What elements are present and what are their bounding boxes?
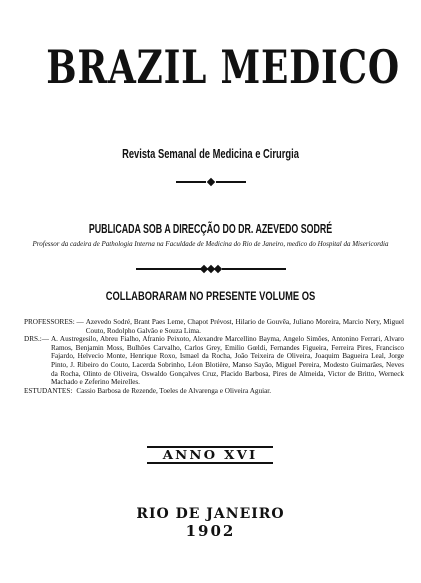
editor-credentials: Professor da cadeira de Pathologia Interna na Faculdade de Medicina do Rio de Janeiro, medico do Hospital da Misericordia — [32, 240, 389, 248]
publication-city: RIO DE JANEIRO — [136, 506, 285, 522]
estudantes-names: Cassio Barbosa de Rezende, Toeles de Alvarenga e Oliveira Aguiar. — [76, 386, 272, 395]
volume-label — [147, 446, 273, 464]
drs-entry — [24, 335, 404, 387]
editor-line: PUBLICADA SOB A DIRECÇÃO DO DR. AZEVEDO SODRÉ — [88, 221, 333, 236]
ornament-divider — [136, 265, 286, 273]
drs-names: A. Austregesilo, Abreu Fialho, Afranio Peixoto, Alexandre Marcellino Bayma, Angelo Simões, Antonino Ferrari, Alvaro Ramos, Benjamin Moss, Bulhões Carvalho, Carlos Grey, Emilio Gœldi, Fernandes Figueira, Ferreira Pires, Francisco Fajardo, Helvecio Monte, Henrique Roxo, Ismael da Rocha, João Teixeira de Oliveira, Joaquim Bagueira Leal, Jorge Pinto, J. Ribeiro do Couto, Lacerda Sobrinho, Léon Blotière, Manso Sayão, Miguel Pereira, Modesto Guimarães, Neves da Rocha, Olinto de Oliveira, Oswaldo Gonçalves Cruz, Placido Barbosa, Pires de Almeida, Victor de Britto, Werneck Machado e Zeferino Meirelles. — [50, 335, 404, 387]
professores-names: Azevedo Sodré, Brant Paes Leme, Chapot Prévost, Hilario de Gouvêa, Juliano Moreira, Marcio Nery, Miguel Couto, Rodolpho Galvão e Souza Lima. — [85, 318, 404, 335]
drs-label: DRS.:— — [24, 335, 49, 344]
collaborators-heading: COLLABORARAM NO PRESENTE VOLUME OS — [105, 289, 316, 303]
professores-entry — [24, 318, 404, 335]
professores-label: PROFESSORES: — — [24, 318, 84, 326]
volume-text: ANNO XVI — [162, 448, 258, 462]
ornament-divider — [176, 178, 246, 186]
estudantes-label: ESTUDANTES: — [24, 386, 73, 395]
estudantes-entry — [24, 387, 404, 396]
journal-subtitle: Revista Semanal de Medicina e Cirurgia — [122, 146, 299, 161]
collaborators-list — [24, 318, 404, 395]
journal-title: BRAZIL MEDICO — [46, 40, 400, 94]
publication-year: 1902 — [185, 522, 236, 540]
